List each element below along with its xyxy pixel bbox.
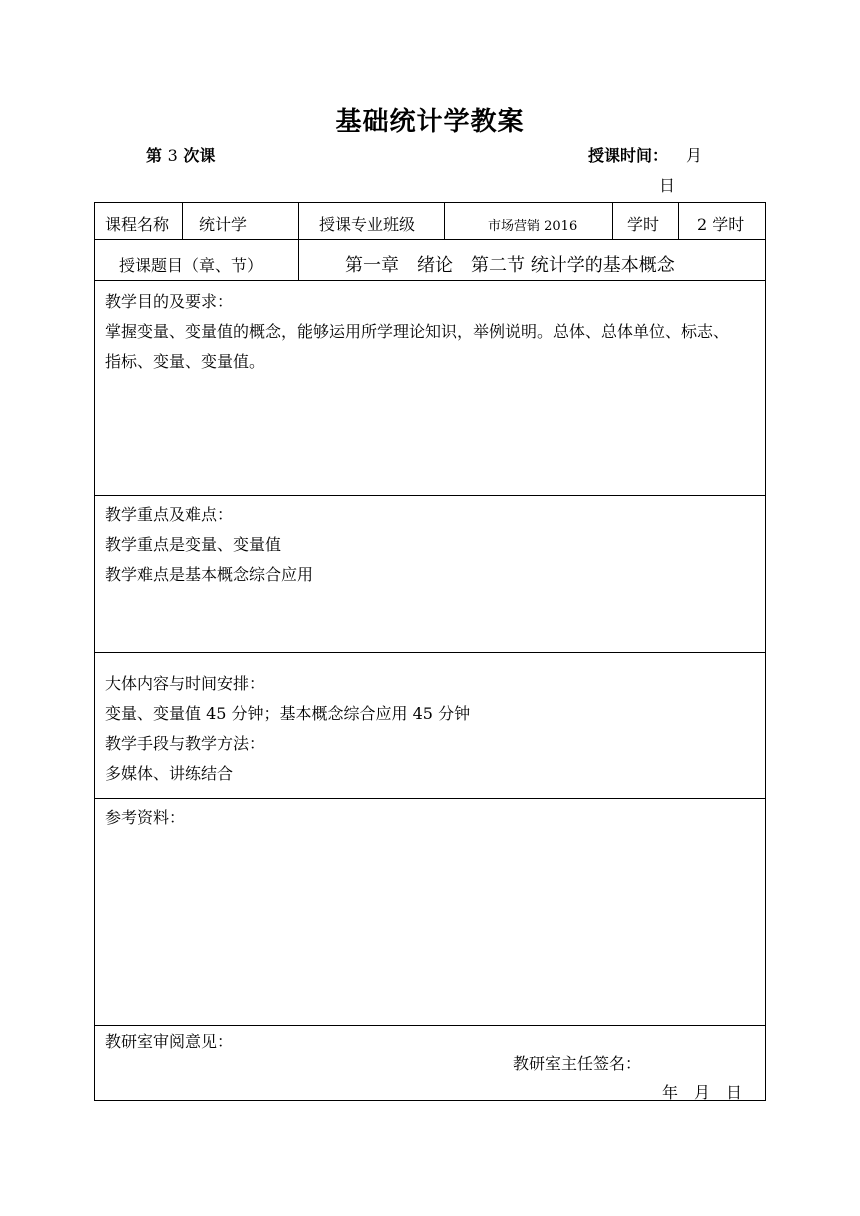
keypoints-text-line: 教学难点是基本概念综合应用	[105, 565, 314, 584]
method-label: 教学手段与教学方法：	[105, 734, 266, 753]
topic-label: 授课题目（章、节）	[119, 256, 264, 275]
column-divider	[678, 203, 679, 239]
objectives-section	[105, 287, 757, 377]
column-divider	[298, 203, 299, 280]
references-label: 参考资料：	[105, 808, 186, 827]
signature-label: 教研室主任签名：	[513, 1054, 642, 1073]
row-divider	[95, 1025, 765, 1026]
column-divider	[182, 203, 183, 239]
class-label: 授课专业班级	[319, 215, 416, 234]
hours-value: 2 学时	[697, 215, 745, 234]
lesson-number	[146, 143, 215, 166]
lesson-suffix: 次课	[183, 146, 216, 165]
row-divider	[95, 239, 765, 240]
row-divider	[95, 495, 765, 496]
lesson-plan-table	[94, 202, 766, 1101]
row-divider	[95, 798, 765, 799]
objectives-text-line: 掌握变量、变量值的概念，能够运用所学理论知识，举例说明。总体、总体单位、标志、	[105, 322, 730, 341]
day-label: 日	[659, 176, 676, 195]
keypoints-section	[105, 500, 757, 590]
objectives-text-line: 指标、变量、变量值。	[105, 352, 266, 371]
lesson-prefix: 第	[146, 146, 163, 165]
hours-label: 学时	[627, 215, 660, 234]
content-section	[105, 669, 757, 789]
course-name-value: 统计学	[199, 215, 248, 234]
topic-value: 第一章 绪论 第二节 统计学的基本概念	[345, 255, 675, 276]
row-divider	[95, 652, 765, 653]
column-divider	[612, 203, 613, 239]
content-label: 大体内容与时间安排：	[105, 674, 266, 693]
keypoints-label: 教学重点及难点：	[105, 505, 234, 524]
month-label: 月	[686, 146, 703, 165]
keypoints-text-line: 教学重点是变量、变量值	[105, 535, 282, 554]
course-name-label: 课程名称	[105, 215, 170, 234]
document-title: 基础统计学教案	[335, 107, 525, 137]
class-value: 市场营销 2016	[488, 219, 578, 234]
review-date-label: 年 月 日	[662, 1083, 743, 1102]
references-section	[105, 803, 757, 833]
objectives-label: 教学目的及要求：	[105, 292, 234, 311]
content-text-line: 变量、变量值 45 分钟；基本概念综合应用 45 分钟	[105, 704, 471, 723]
teaching-time-label: 授课时间：	[588, 146, 669, 165]
method-text-line: 多媒体、讲练结合	[105, 764, 234, 783]
lesson-count: 3	[167, 146, 178, 165]
row-divider	[95, 280, 765, 281]
review-label: 教研室审阅意见：	[105, 1032, 234, 1051]
column-divider	[444, 203, 445, 239]
